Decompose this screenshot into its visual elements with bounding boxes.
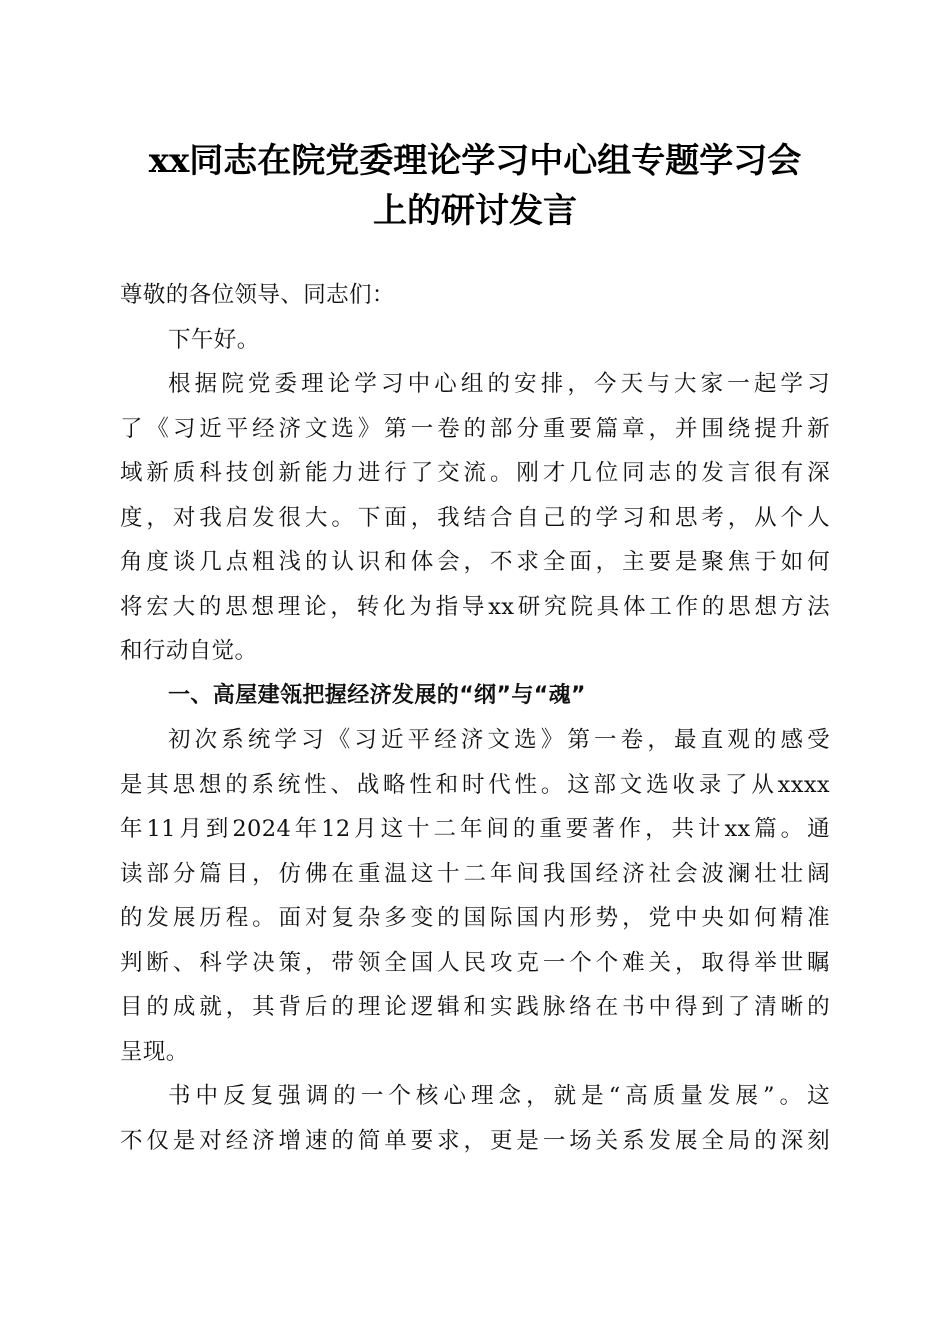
paragraph-line: 域新质科技创新能力进行了交流。刚才几位同志的发言很有深 <box>120 460 830 486</box>
paragraph-line: 度，对我启发很大。下面，我结合自己的学习和思考，从个人 <box>120 504 830 531</box>
paragraph-1 <box>120 362 830 674</box>
paragraph-line: 角度谈几点粗浅的认识和体会，不求全面，主要是聚焦于如何 <box>120 549 830 575</box>
paragraph-line: 根据院党委理论学习中心组的安排，今天与大家一起学习 <box>168 371 830 397</box>
paragraph-line: 年11月到2024年12月这十二年间的重要著作，共计xx篇。通 <box>120 816 830 842</box>
greeting: 下午好。 <box>168 326 260 353</box>
section-heading: 一、高屋建瓴把握经济发展的“纲”与“魂” <box>168 682 586 708</box>
paragraph-line: 读部分篇目，仿佛在重温这十二年间我国经济社会波澜壮壮阔 <box>120 860 830 887</box>
paragraph-line: 呈现。 <box>120 1038 189 1065</box>
paragraph-2 <box>120 718 830 1074</box>
paragraph-line: 是其思想的系统性、战略性和时代性。这部文选收录了从xxxx <box>120 771 830 798</box>
paragraph-line: 判断、科学决策，带领全国人民攻克一个个难关，取得举世瞩 <box>120 949 830 976</box>
paragraph-line: 了《习近平经济文选》第一卷的部分重要篇章，并围绕提升新 <box>120 415 830 442</box>
paragraph-line: 和行动自觉。 <box>120 638 258 664</box>
paragraph-line: 初次系统学习《习近平经济文选》第一卷，最直观的感受 <box>168 727 830 753</box>
paragraph-line: 不仅是对经济增速的简单要求，更是一场关系发展全局的深刻 <box>120 1127 830 1154</box>
paragraph-line: 的发展历程。面对复杂多变的国际国内形势，党中央如何精准 <box>120 905 830 931</box>
paragraph-line: 书中反复强调的一个核心理念，就是“高质量发展”。这 <box>168 1083 830 1109</box>
paragraph-3 <box>120 1074 830 1163</box>
document-body <box>120 273 830 1163</box>
paragraph-line: 将宏大的思想理论，转化为指导xx研究院具体工作的思想方法 <box>120 593 830 620</box>
document-title <box>100 136 850 236</box>
title-line-1: xx同志在院党委理论学习中心组专题学习会 <box>148 141 802 181</box>
paragraph-line: 目的成就，其背后的理论逻辑和实践脉络在书中得到了清晰的 <box>120 994 830 1020</box>
salutation: 尊敬的各位领导、同志们： <box>120 282 395 308</box>
title-line-2: 上的研讨发言 <box>373 191 577 231</box>
